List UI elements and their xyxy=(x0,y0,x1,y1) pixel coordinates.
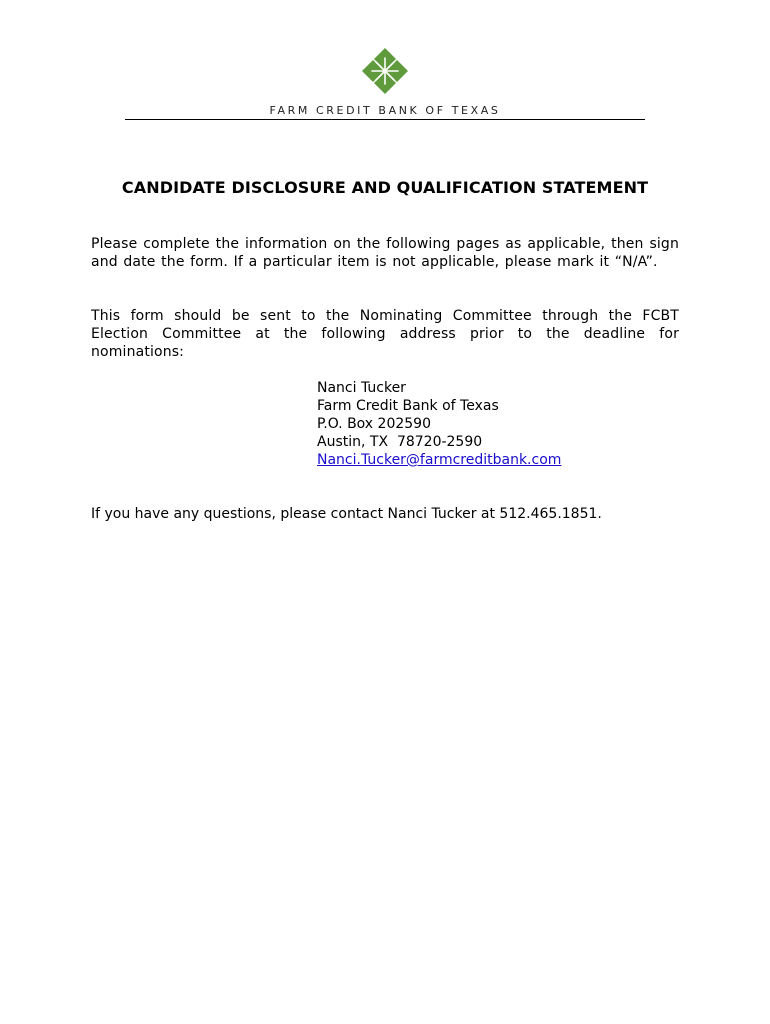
instructions-paragraph: Please complete the information on the following pages as applicable, then sign and date the form. If a particular item is not applicable, please mark it “N/A”. xyxy=(91,236,679,270)
farm-credit-diamond-logo-icon xyxy=(360,46,410,96)
address-po-box: P.O. Box 202590 xyxy=(317,416,431,432)
mailing-address xyxy=(317,379,561,469)
submission-paragraph: This form should be sent to the Nominating Committee through the FCBT Election Committee at the following address prior to the deadline for nominations: xyxy=(91,308,679,360)
address-city-state-zip: Austin, TX 78720-2590 xyxy=(317,434,483,450)
address-organization: Farm Credit Bank of Texas xyxy=(317,398,499,414)
header-divider xyxy=(125,119,645,120)
bank-name-wordmark: FARM CREDIT BANK OF TEXAS xyxy=(269,104,501,117)
address-name: Nanci Tucker xyxy=(317,380,406,396)
contact-paragraph: If you have any questions, please contact Nanci Tucker at 512.465.1851. xyxy=(91,506,602,522)
document-title: CANDIDATE DISCLOSURE AND QUALIFICATION STATEMENT xyxy=(121,178,649,197)
email-link[interactable]: Nanci.Tucker@farmcreditbank.com xyxy=(317,452,562,468)
